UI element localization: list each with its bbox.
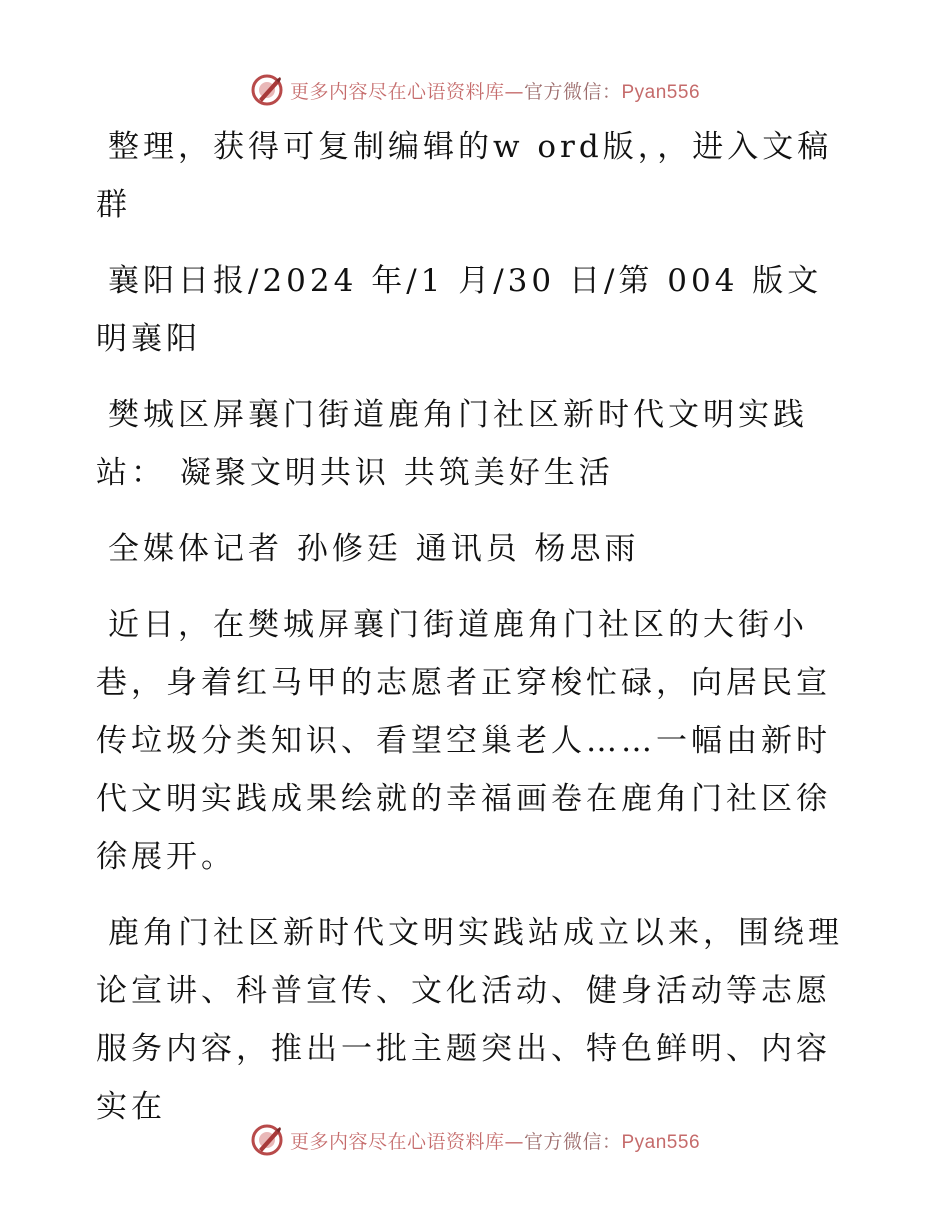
banner-text [290, 1127, 700, 1154]
banner-site-text: 更多内容尽在心语资料库 [289, 1130, 505, 1153]
header-banner [0, 70, 950, 110]
paragraph-headline: 樊城区屏襄门街道鹿角门社区新时代文明实践站： 凝聚文明共识 共筑美好生活 [96, 397, 808, 491]
banner-wechat-label: 官方微信： [523, 80, 622, 103]
banner-dash: — [504, 1130, 524, 1153]
paragraph-body-1: 近日，在樊城屏襄门街道鹿角门社区的大街小巷，身着红马甲的志愿者正穿梭忙碌，向居民宣传垃圾分类知识、看望空巢老人……一幅由新时代文明实践成果绘就的幸福画卷在鹿角门社区徐徐展开。 [96, 607, 831, 875]
banner-dash: — [504, 80, 524, 103]
paragraph-byline: 全媒体记者 孙修廷 通讯员 杨思雨 [108, 531, 640, 567]
pen-seal-logo-icon [250, 1123, 284, 1157]
banner-wechat-id: Pyan556 [621, 1131, 701, 1153]
banner-wechat-label: 官方微信： [523, 1130, 622, 1153]
banner-text [290, 77, 700, 104]
banner-wechat-id: Pyan556 [621, 81, 701, 103]
paragraph-source-line: 襄阳日报/2024 年/1 月/30 日/第 004 版文明襄阳 [96, 263, 823, 357]
article-body [96, 118, 856, 1154]
banner-site-text: 更多内容尽在心语资料库 [289, 80, 505, 103]
footer-banner [0, 1120, 950, 1160]
pen-seal-logo-icon [250, 73, 284, 107]
paragraph-body-2: 鹿角门社区新时代文明实践站成立以来，围绕理论宣讲、科普宣传、文化活动、健身活动等志愿服务内容，推出一批主题突出、特色鲜明、内容实在 [96, 915, 843, 1125]
paragraph-intro-note: 整理，获得可复制编辑的w ord版，，进入文稿群 [96, 129, 833, 223]
